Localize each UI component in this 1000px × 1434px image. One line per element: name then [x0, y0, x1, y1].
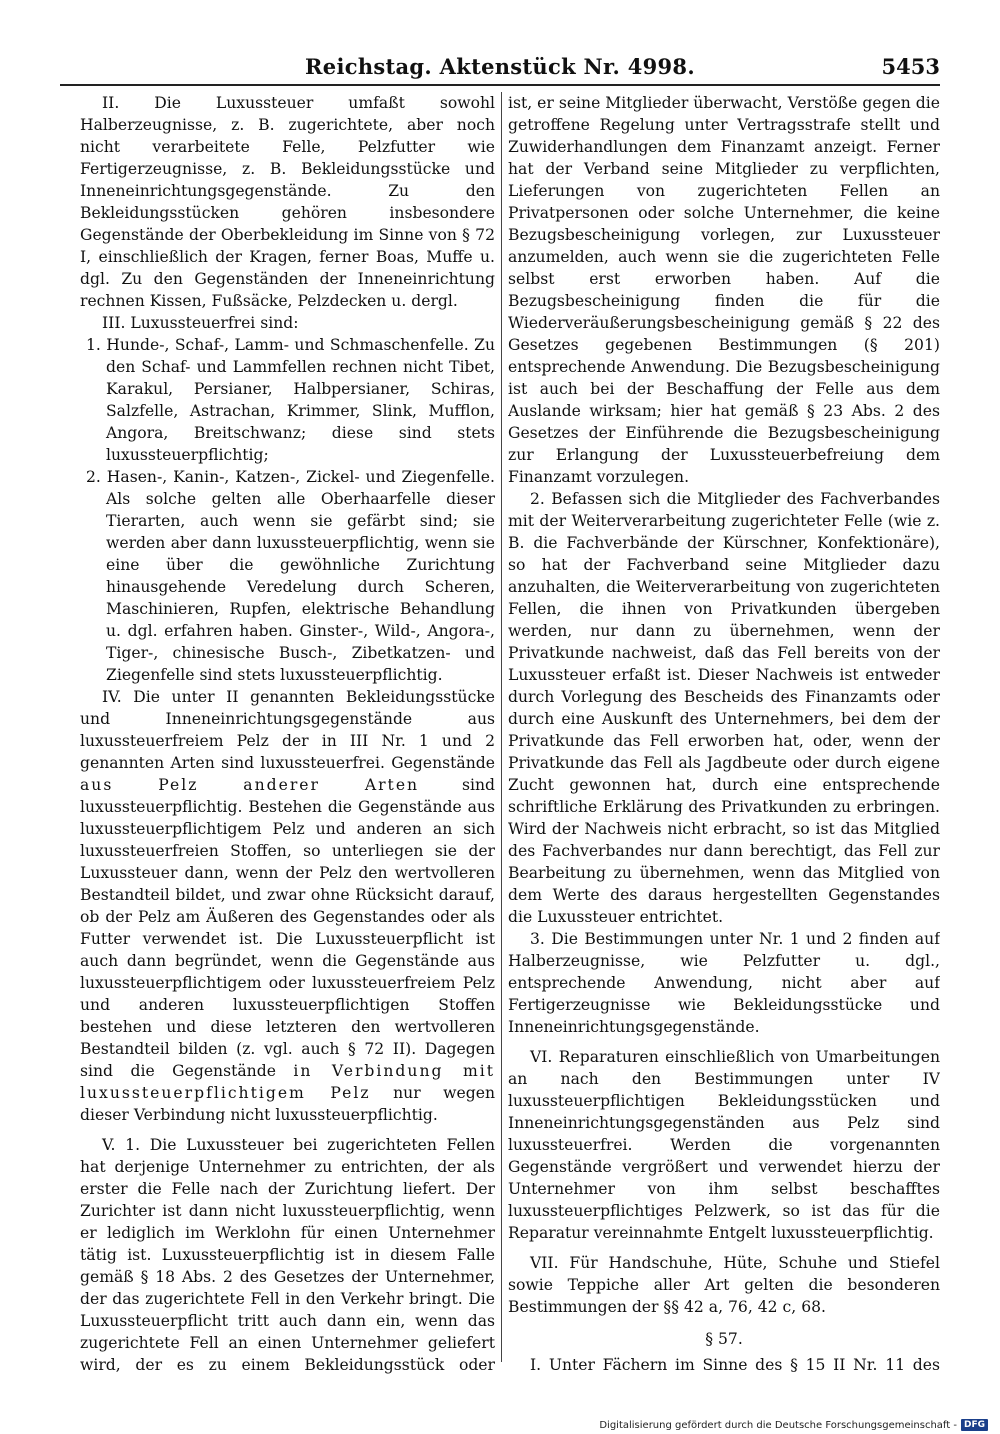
dfg-logo: DFG [961, 1419, 988, 1431]
text-run: nur wegen dieser Verbindung nicht luxussteuerpflichtig. [80, 1084, 495, 1124]
paragraph-vii: VII. Für Handschuhe, Hüte, Schuhe und Stiefel sowie Teppiche aller Art gelten die besonderen Bestimmungen der §§ 42 a, 76, 42 c, 68. [508, 1254, 940, 1316]
paragraph-57-i: I. Unter Fächern im Sinne des § 15 II Nr. 11 des [530, 1356, 940, 1374]
digitization-footer [599, 1419, 988, 1431]
paragraph-iii: III. Luxussteuerfrei sind: [102, 314, 299, 332]
text-run: sind luxussteuerpflichtig. Bestehen die Gegenstände aus luxussteuerpflichtigem Pelz und anderen an sich luxussteuerfreien Stoffen, so unterliegen sie der Luxussteuer dann, wenn der Pelz den wertvolleren Bestandteil bildet, und zwar ohne Rücksicht darauf, ob der Pelz am Äußeren des Gegenstandes oder als Futter verwendet ist. Die Luxussteuerpflicht ist auch dann begründet, wenn die Gegenstände aus luxussteuerpflichtigem oder luxussteuerfreiem Pelz und anderen luxussteuerpflichtigen Stoffen bestehen und diese letzteren den wertvolleren Bestandteil bilden (z. vgl. auch § 72 II). Dagegen sind die Gegenstände [80, 776, 495, 1080]
left-column [80, 92, 495, 1377]
paragraph-ii: II. Die Luxussteuer umfaßt sowohl Halberzeugnisse, z. B. zugerichtete, aber noch nicht verarbeitete Felle, Pelzfutter wie Fertigerzeugnisse, z. B. Bekleidungsstücke und Inneneinrichtungsgegenstände. Zu den Bekleidungsstücken gehören insbesondere Gegenstände der Oberbekleidung im Sinne von § 72 I, einschließlich der Kragen, ferner Boas, Muffe u. dgl. Zu den Gegenständen der Inneneinrichtung rechnen Kissen, Fußsäcke, Pelzdecken u. dergl. [80, 94, 495, 310]
page-header [60, 50, 940, 86]
paragraph-iv [80, 686, 495, 1126]
footer-text: Digitalisierung gefördert durch die Deutsche Forschungsgemeinschaft - [599, 1419, 957, 1431]
list-item: 1. Hunde-, Schaf-, Lamm- und Schmaschenfelle. Zu den Schaf- und Lammfellen rechnen nicht Tibet, Karakul, Persianer, Halbpersianer, Schiras, Salzfelle, Astrachan, Krimmer, Slink, Mufflon, Angora, Breitschwanz; diese sind stets luxussteuerpflichtig; [86, 336, 495, 464]
spaced-emphasis: aus Pelz anderer Arten [80, 776, 420, 794]
paragraph-v-2: 2. Befassen sich die Mitglieder des Fachverbandes mit der Weiterverarbeitung zugerichteter Felle (wie z. B. die Fachverbände der Kürschner, Konfektionäre), so hat der Fachverband seine Mitglieder dazu anzuhalten, die Weiterverarbeitung von zugerichteten Fellen, die ihnen von Privatkunden übergeben werden, nur dann zu übernehmen, wenn der Privatkunde nachweist, daß das Fell bereits von der Luxussteuer erfaßt ist. Dieser Nachweis ist entweder durch Vorlegung des Bescheids des Finanzamts oder durch eine Auskunft des Unternehmers, bei dem der Privatkunde das Fell erworben hat, oder, wenn der Privatkunde das Fell als Jagdbeute oder durch eigene Zucht gewonnen hat, durch eine entsprechende schriftliche Erklärung des Privatkunden zu erbringen. Wird der Nachweis nicht erbracht, so ist das Mitglied des Fachverbandes nur dann berechtigt, das Fell zur Bearbeitung zu übernehmen, wenn das Mitglied von dem Werte des daraus hergestellten Gegenstandes die Luxussteuer entrichtet. [508, 490, 940, 926]
right-column [508, 92, 940, 1377]
column-divider [501, 92, 502, 1362]
running-title: Reichstag. Aktenstück Nr. 4998. [305, 54, 695, 79]
section-heading: § 57. [705, 1330, 743, 1348]
spaced-emphasis: in Verbindung mit luxussteuerpflichtigem Pelz [80, 1062, 495, 1102]
paragraph-continued: ist, er seine Mitglieder überwacht, Verstöße gegen die getroffene Regelung unter Vertragsstrafe stellt und Zuwiderhandlungen dem Finanzamt anzeigt. Ferner hat der Verband seine Mitglieder zu verpflichten, Lieferungen von zugerichteten Fellen an Privatpersonen oder solche Unternehmer, die keine Bezugsbescheinigung vorlegen, zur Luxussteuer anzumelden, auch wenn sie die zugerichteten Felle selbst erst erworben haben. Auf die Bezugsbescheinigung finden die für die Wiederveräußerungsbescheinigung gemäß § 22 des Gesetzes gegebenen Bestimmungen (§ 201) entsprechende Anwendung. Die Bezugsbescheinigung ist auch bei der Beschaffung der Felle aus dem Auslande wirksam; hier hat gemäß § 23 Abs. 2 des Gesetzes der Einführende die Bezugsbescheinigung zur Erlangung der Luxussteuerbefreiung dem Finanzamt vorzulegen. [508, 94, 940, 486]
page-number: 5453 [881, 54, 940, 79]
paragraph-vi: VI. Reparaturen einschließlich von Umarbeitungen an nach den Bestimmungen unter IV luxussteuerpflichtigen Bekleidungsstücken und Inneneinrichtungsgegenständen aus Pelz sind luxussteuerfrei. Werden die vorgenannten Gegenstände vergrößert und verwendet hierzu der Unternehmer von ihm selbst beschafftes luxussteuerpflichtiges Pelzwerk, so ist das für die Reparatur vereinnahmte Entgelt luxussteuerpflichtig. [508, 1048, 940, 1242]
text-run: IV. Die unter II genannten Bekleidungsstücke und Inneneinrichtungsgegenstände aus luxussteuerfreiem Pelz der in III Nr. 1 und 2 genannten Arten sind luxussteuerfrei. Gegenstände [80, 688, 495, 772]
list-item: 2. Hasen-, Kanin-, Katzen-, Zickel- und Ziegenfelle. Als solche gelten alle Oberhaarfelle dieser Tierarten, auch wenn sie gefärbt sind; sie werden aber dann luxussteuerpflichtig, wenn sie eine über die gewöhnliche Zurichtung hinausgehende Veredelung durch Scheren, Maschinieren, Rupfen, elektrische Behandlung u. dgl. erfahren haben. Ginster-, Wild-, Angora-, Tiger-, chinesische Busch-, Zibetkatzen- und Ziegenfelle sind stets luxussteuerpflichtig. [86, 468, 495, 684]
paragraph-v-3: 3. Die Bestimmungen unter Nr. 1 und 2 finden auf Halberzeugnisse, wie Pelzfutter u. dgl., entsprechende Anwendung, nicht aber auf Fertigerzeugnisse wie Bekleidungsstücke und Inneneinrichtungsgegenstände. [508, 930, 940, 1036]
paragraph-v: V. 1. Die Luxussteuer bei zugerichteten Fellen hat derjenige Unternehmer zu entrichten, der als erster die Felle nach der Zurichtung liefert. Der Zurichter ist dann nicht luxussteuerpflichtig, wenn er lediglich im Werklohn für einen Unternehmer tätig ist. Luxussteuerpflichtig ist in diesem Falle gemäß § 18 Abs. 2 des Gesetzes der Unternehmer, der das zugerichtete Fell in den Verkehr bringt. Die Luxussteuerpflicht tritt auch dann ein, wenn das zugerichtete Fell an einen Unternehmer geliefert wird, der es zu einem Bekleidungsstück oder [80, 1136, 495, 1374]
